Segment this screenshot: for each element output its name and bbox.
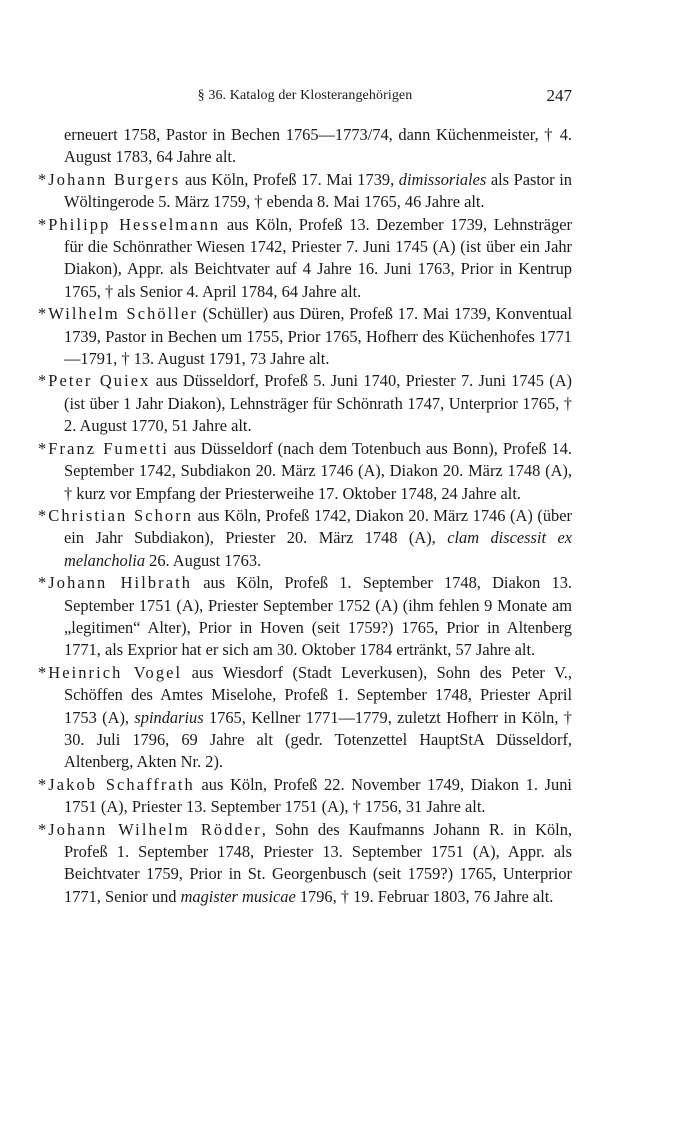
catalog-entry <box>38 438 572 505</box>
entry-text: aus Wiesdorf (Stadt Leverkusen), Sohn des Peter V., Schöffen des Amtes Miselohe, Profeß 1. September 1748, Priester April 1753 (A), <box>64 662 572 727</box>
catalog-entry <box>38 370 572 437</box>
person-name: *Heinrich Vogel <box>38 662 183 682</box>
running-header <box>38 86 572 110</box>
entry-text: aus Köln, Profeß 1. September 1748, Diakon 13. September 1751 (A), Priester September 1752 (A) (ihm fehlen 9 Monate am „legitimen“ Alter), Prior in Hoven (seit 1759?) 1765, Prior in Altenberg 1771, als Exprior hat er sich am 30. Oktober 1784 ertränkt, 57 Jahre alt. <box>64 573 572 660</box>
entry-text: (Schüller) aus Düren, Profeß 17. Mai 1739, Konventual 1739, Pastor in Bechen um 1755, Prior 1765, Hofherr des Küchenhofes 1771—1791, † 13. August 1791, 73 Jahre alt. <box>64 304 573 369</box>
person-name: *Jakob Schaffrath <box>38 774 195 794</box>
entry-text: 1796, † 19. Februar 1803, 76 Jahre alt. <box>295 886 554 906</box>
entry-text: erneuert 1758, Pastor in Bechen 1765—1773/74, dann Küchenmeister, † 4. August 1783, 64 Jahre alt. <box>64 125 572 167</box>
entry-text: aus Köln, Profeß 22. November 1749, Diakon 1. Juni 1751 (A), Priester 13. September 1751 (A), † 1756, 31 Jahre alt. <box>64 774 572 817</box>
person-name: *Franz Fumetti <box>38 438 169 458</box>
catalog-entries <box>38 124 572 908</box>
person-name: *Johann Hilbrath <box>38 573 193 593</box>
entry-text: 1765, Kellner 1771—1779, zuletzt Hofherr in Köln, † 30. Juli 1796, 69 Jahre alt (gedr. Totenzettel HauptStA Düsseldorf, Altenberg, Akten Nr. 2). <box>64 707 573 772</box>
latin-term: dimissoriales <box>398 169 487 189</box>
entry-text: 26. August 1763. <box>145 550 262 570</box>
latin-term: clam discessit ex melancholia <box>64 528 572 570</box>
catalog-entry <box>38 774 572 819</box>
catalog-entry <box>38 303 572 370</box>
person-name: *Wilhelm Schöller <box>38 304 198 324</box>
person-name: *Christian Schorn <box>38 505 194 525</box>
entry-continuation <box>38 124 572 169</box>
entry-text: aus Köln, Profeß 1742, Diakon 20. März 1746 (A) (über ein Jahr Subdiakon), Priester 20. März 1748 (A), <box>64 505 572 548</box>
entry-text: , Sohn des Kaufmanns Johann R. in Köln, Profeß 1. September 1748, Priester 13. September 1751 (A), Appr. als Beichtvater 1759, Prior in St. Georgenbusch (seit 1759?) 1765, Unterprior 1771, Senior und <box>64 819 572 906</box>
entry-text: aus Düsseldorf, Profeß 5. Juni 1740, Priester 7. Juni 1745 (A) (ist über 1 Jahr Diakon), Lehnsträger für Schönrath 1747, Unterprior 1765, † 2. August 1770, 51 Jahre alt. <box>64 371 573 436</box>
entry-text: aus Düsseldorf (nach dem Totenbuch aus Bonn), Profeß 14. September 1742, Subdiakon 20. März 1746 (A), Diakon 20. März 1748 (A), † kurz vor Empfang der Priesterweihe 17. Oktober 1748, 24 Jahre alt. <box>64 438 572 503</box>
catalog-entry <box>38 572 572 662</box>
entry-text: aus Köln, Profeß 13. Dezember 1739, Lehnsträger für die Schönrather Wiesen 1742, Priester 7. Juni 1745 (A) (ist über ein Jahr Diakon), Appr. als Beichtvater auf 4 Jahre 16. Juni 1763, Prior in Kentrup 1765, † als Senior 4. April 1784, 64 Jahre alt. <box>64 214 572 301</box>
catalog-entry <box>38 662 572 774</box>
entry-text: aus Köln, Profeß 17. Mai 1739, <box>180 169 399 189</box>
page-number: 247 <box>546 86 572 105</box>
latin-term: magister musicae <box>180 886 296 906</box>
catalog-entry <box>38 169 572 214</box>
header-title: § 36. Katalog der Klosterangehörigen <box>197 88 413 103</box>
latin-term: spindarius <box>134 707 204 727</box>
person-name: *Johann Burgers <box>38 169 181 189</box>
catalog-entry <box>38 505 572 572</box>
catalog-entry <box>38 214 572 304</box>
person-name: *Johann Wilhelm Rödder <box>38 819 262 839</box>
catalog-entry <box>38 819 572 909</box>
person-name: *Peter Quiex <box>38 371 151 391</box>
person-name: *Philipp Hesselmann <box>38 214 221 234</box>
entry-text: als Pastor in Wöltingerode 5. März 1759, † ebenda 8. Mai 1765, 46 Jahre alt. <box>64 169 572 212</box>
